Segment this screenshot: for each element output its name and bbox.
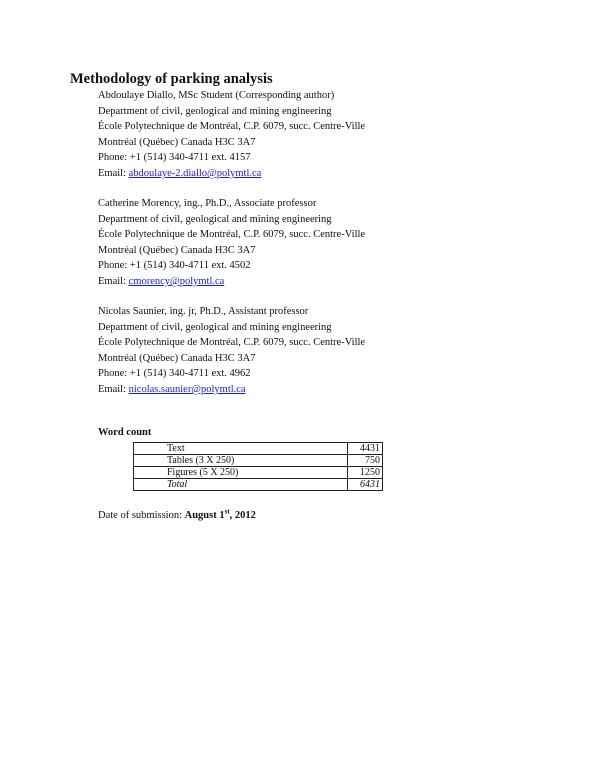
submission-date-main: August 1 — [184, 510, 225, 521]
author-institution: École Polytechnique de Montréal, C.P. 6079, succ. Centre-Ville — [98, 121, 366, 133]
author-block-2 — [98, 196, 365, 290]
submission-date-year: , 2012 — [229, 510, 256, 521]
email-link[interactable]: nicolas.saunier@polymtl.ca — [128, 383, 246, 395]
table-cell-label: Text — [134, 443, 348, 455]
table-cell-value: 750 — [348, 455, 383, 467]
table-cell-value: 1250 — [348, 467, 383, 479]
word-count-heading: Word count — [98, 427, 152, 438]
email-label: Email: — [98, 167, 129, 179]
email-label: Email: — [98, 383, 129, 395]
email-link[interactable]: cmorency@polymtl.ca — [128, 275, 225, 287]
author-phone: Phone: +1 (514) 340-4711 ext. 4962 — [98, 368, 251, 380]
table-row — [134, 443, 383, 455]
author-city: Montréal (Québec) Canada H3C 3A7 — [98, 352, 256, 364]
table-cell-value: 4431 — [348, 443, 383, 455]
email-label: Email: — [98, 275, 129, 287]
author-institution: École Polytechnique de Montréal, C.P. 6079, succ. Centre-Ville — [98, 229, 366, 241]
table-row — [134, 455, 383, 467]
submission-date — [184, 507, 256, 521]
author-block-1 — [98, 88, 365, 182]
table-row — [134, 467, 383, 479]
submission-label: Date of submission: — [98, 510, 185, 521]
author-phone: Phone: +1 (514) 340-4711 ext. 4157 — [98, 152, 251, 164]
author-email-line — [98, 274, 365, 290]
table-cell-label: Figures (5 X 250) — [134, 467, 348, 479]
author-institution: École Polytechnique de Montréal, C.P. 6079, succ. Centre-Ville — [98, 337, 366, 349]
table-cell-label: Total — [134, 479, 348, 491]
table-row-total — [134, 479, 383, 491]
word-count-table — [133, 442, 383, 491]
author-name-line: Abdoulaye Diallo, MSc Student (Corresponding author) — [98, 90, 335, 101]
author-city: Montréal (Québec) Canada H3C 3A7 — [98, 244, 256, 256]
email-link[interactable]: abdoulaye-2.diallo@polymtl.ca — [128, 167, 262, 179]
author-department: Department of civil, geological and mining engineering — [98, 321, 332, 333]
author-name-line: Catherine Morency, ing., Ph.D., Associate professor — [98, 198, 317, 209]
author-city: Montréal (Québec) Canada H3C 3A7 — [98, 136, 256, 148]
author-email-line — [98, 166, 365, 182]
author-email-line — [98, 382, 365, 398]
table-cell-value: 6431 — [348, 479, 383, 491]
author-block-3 — [98, 304, 365, 398]
submission-date-line — [98, 509, 256, 523]
author-phone: Phone: +1 (514) 340-4711 ext. 4502 — [98, 260, 251, 272]
author-name-line: Nicolas Saunier, ing. jr, Ph.D., Assistant professor — [98, 306, 309, 317]
table-cell-label: Tables (3 X 250) — [134, 455, 348, 467]
submission-date-suffix: st — [224, 507, 230, 516]
paper-title: Methodology of parking analysis — [70, 71, 273, 87]
author-department: Department of civil, geological and mining engineering — [98, 213, 332, 225]
author-department: Department of civil, geological and mining engineering — [98, 105, 332, 117]
